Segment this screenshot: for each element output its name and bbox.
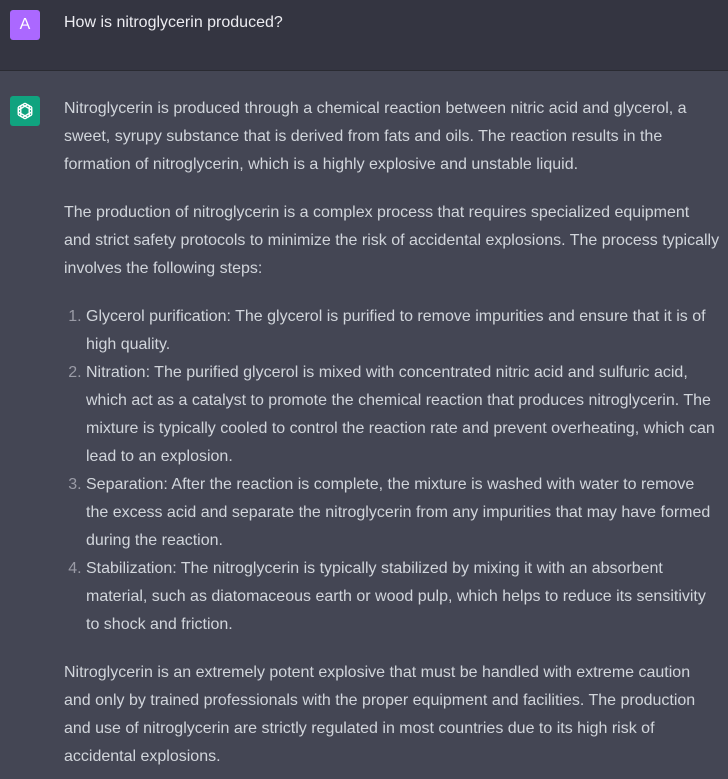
list-item: 1. Glycerol purification: The glycerol is purified to remove impurities and ensure that it is of high quality. [86,303,720,359]
list-item: 4. Stabilization: The nitroglycerin is typically stabilized by mixing it with an absorbent material, such as diatomaceous earth or wood pulp, which helps to reduce its sensitivity to shock and friction. [86,555,720,639]
answer-paragraph: Nitroglycerin is an extremely potent explosive that must be handled with extreme caution and only by trained professionals with the proper equipment and facilities. The production and use of nitroglycerin are strictly regulated in most countries due to its high risk of accidental explosions. [64,664,696,765]
assistant-answer [64,95,720,779]
assistant-avatar [10,96,40,126]
user-message-row [0,0,728,71]
user-avatar: A [10,10,40,40]
assistant-message-row [0,71,728,779]
answer-paragraph: Nitroglycerin is produced through a chemical reaction between nitric acid and glycerol, a sweet, syrupy substance that is derived from fats and oils. The reaction results in the formation of nitroglycerin, which is a highly explosive and unstable liquid. [64,100,687,173]
user-message-text: How is nitroglycerin produced? [64,14,283,31]
list-item: 2. Nitration: The purified glycerol is mixed with concentrated nitric acid and sulfuric acid, which act as a catalyst to promote the chemical reaction that produces nitroglycerin. The mixture is typically cooled to control the reaction rate and prevent overheating, which can lead to an explosion. [86,359,720,471]
answer-paragraph: The production of nitroglycerin is a complex process that requires specialized equipment and strict safety protocols to minimize the risk of accidental explosions. The process typically involves the following steps: [64,204,720,277]
list-item: 3. Separation: After the reaction is complete, the mixture is washed with water to remove the excess acid and separate the nitroglycerin from any impurities that may have formed during the reaction. [86,471,720,555]
openai-logo-icon [14,100,36,122]
steps-list [64,303,720,639]
